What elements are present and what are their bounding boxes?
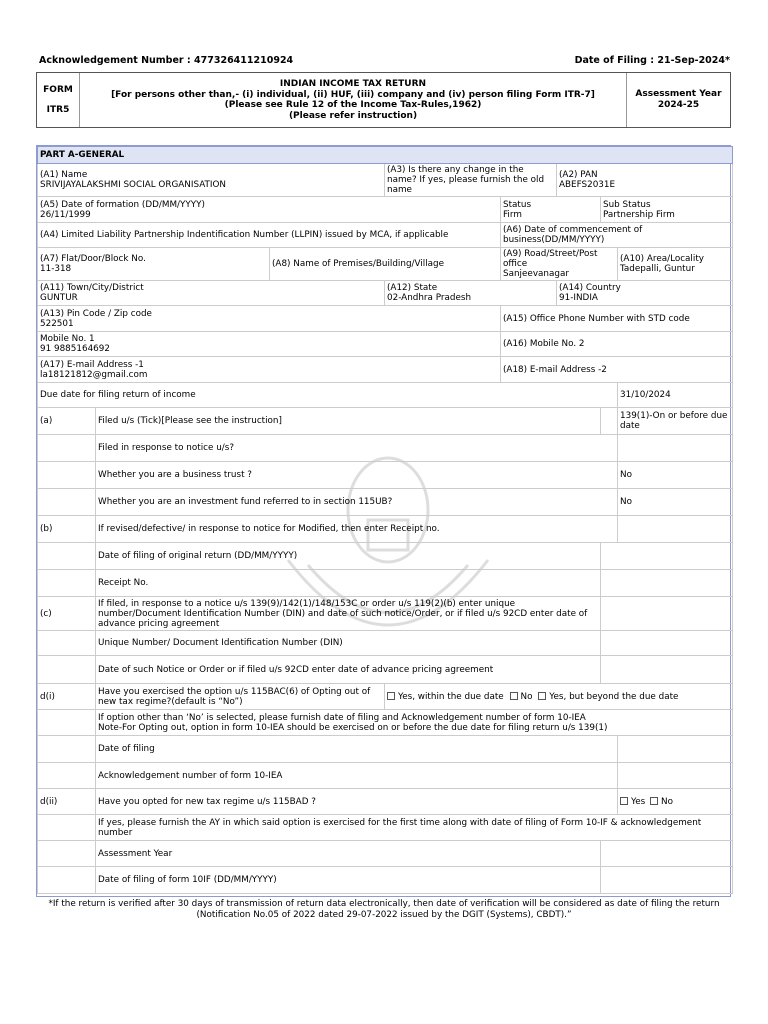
empty-cell — [601, 656, 733, 684]
mobile1-value: 91 9885164692 — [40, 344, 110, 354]
assessment-year-value: 2024-25 — [657, 100, 700, 110]
empty-cell — [38, 570, 96, 597]
address-row-1 — [38, 248, 733, 281]
investment-fund-label: Whether you are an investment fund referred to in section 115UB? — [96, 489, 618, 516]
empty-cell — [38, 656, 96, 684]
revised-row — [38, 516, 733, 543]
due-date-row — [38, 383, 733, 408]
a7-label: (A7) Flat/Door/Block No. — [40, 254, 146, 264]
business-trust-label: Whether you are a business trust ? — [96, 462, 618, 489]
a12-value: 02-Andhra Pradesh — [387, 293, 472, 303]
part-a-general-section — [36, 145, 731, 897]
due-date-label: Due date for filing return of income — [38, 383, 618, 408]
email-row — [38, 357, 733, 383]
empty-cell — [38, 710, 96, 736]
form-instruction-note: (Please refer instruction) — [288, 110, 418, 121]
a7-cell — [38, 248, 270, 281]
a8-cell: (A8) Name of Premises/Building/Village — [270, 248, 501, 281]
date-of-filing-label: Date of filing — [96, 736, 618, 763]
yes-beyond-due-date-checkbox[interactable] — [538, 692, 546, 700]
section-c-tag: (c) — [38, 597, 96, 631]
form-subtitle: [For persons other than,- (i) individual, (ii) HUF, (iii) company and (iv) person filing Form ITR-7] — [111, 89, 595, 100]
new-regime-label: Have you opted for new tax regime u/s 115BAD ? — [96, 789, 618, 815]
empty-cell — [38, 815, 96, 841]
new-regime-no-label: No — [661, 796, 673, 807]
filed-us-label: Filed u/s (Tick)[Please see the instruction] — [96, 408, 601, 435]
option-note-row — [38, 710, 733, 736]
investment-fund-row — [38, 489, 733, 516]
ay-note: If yes, please furnish the AY in which said option is exercised for the first time along with date of filing of Form 10-IF & acknowledgement number — [96, 815, 733, 841]
footer-note: *If the return is verified after 30 days of transmission of return data electronically, then date of verification will be considered as date of filing the return (Notification No.05 of 2022 dated 29-07-2022 issued by the DGIT (Systems), CBDT).” — [48, 899, 720, 920]
status-label: Status — [503, 199, 532, 210]
empty-cell — [601, 867, 733, 894]
receipt-row — [38, 570, 733, 597]
original-date-label: Date of filing of original return (DD/MM/YYYY) — [96, 543, 601, 570]
a14-label: (A14) Country — [559, 283, 621, 293]
due-date-value: 31/10/2024 — [618, 383, 733, 408]
yes-within-due-date-label: Yes, within the due date — [398, 691, 504, 702]
a12-label: (A12) State — [387, 283, 438, 293]
section-b-tag: (b) — [38, 516, 96, 543]
assessment-year-row — [38, 841, 733, 867]
empty-cell — [38, 543, 96, 570]
empty-cell — [38, 736, 96, 763]
a13-label: (A13) Pin Code / Zip code — [40, 308, 152, 319]
form-code: ITR5 — [46, 105, 70, 115]
section-dii-tag: d(ii) — [38, 789, 96, 815]
empty-cell — [601, 841, 733, 867]
a13-value: 522501 — [40, 318, 74, 329]
form-label: FORM — [43, 85, 73, 95]
pincode-row — [38, 306, 733, 332]
assessment-year-label: Assessment Year — [635, 89, 722, 99]
form-10if-label: Date of filing of form 10IF (DD/MM/YYYY) — [96, 867, 601, 894]
a11-cell — [38, 281, 385, 306]
date-of-filing-row — [38, 736, 733, 763]
yes-within-due-date-checkbox[interactable] — [387, 692, 395, 700]
notice-date-row — [38, 656, 733, 684]
form-title-cell — [80, 73, 627, 127]
new-regime-options — [618, 789, 733, 815]
a11-value: GUNTUR — [40, 293, 78, 303]
a10-cell — [618, 248, 733, 281]
empty-cell — [601, 597, 733, 631]
a13-cell — [38, 306, 501, 332]
option-note-line-2: Note-For Opting out, option in form 10-IEA should be exercised on or before the due date for filing return u/s 139(1) — [98, 722, 608, 733]
option-note-line-1: If option other than ‘No’ is selected, please furnish date of filing and Acknowledgement number of form 10-IEA — [98, 712, 586, 723]
empty-cell — [618, 516, 733, 543]
empty-cell — [38, 462, 96, 489]
notice-label: Filed in response to notice u/s? — [96, 435, 618, 462]
empty-cell — [38, 763, 96, 789]
new-regime-no-checkbox[interactable] — [650, 797, 658, 805]
empty-cell — [601, 543, 733, 570]
new-regime-yes-label: Yes — [631, 796, 646, 807]
new-regime-row — [38, 789, 733, 815]
a17-value: la18121812@gmail.com — [40, 369, 148, 380]
filed-us-value: 139(1)-On or before due date — [618, 408, 733, 435]
a10-label: (A10) Area/Locality — [620, 254, 704, 264]
empty-cell — [618, 736, 733, 763]
address-row-2 — [38, 281, 733, 306]
a9-cell — [501, 248, 618, 281]
din-row — [38, 631, 733, 656]
form-title: INDIAN INCOME TAX RETURN — [279, 79, 427, 89]
form-code-cell — [37, 73, 80, 127]
empty-cell — [601, 570, 733, 597]
opt-out-row — [38, 684, 733, 710]
a2-value: ABEFS2031E — [559, 180, 616, 190]
a15-cell: (A15) Office Phone Number with STD code — [501, 306, 733, 332]
no-label: No — [520, 691, 533, 702]
din-label: Unique Number/ Document Identification Number (DIN) — [96, 631, 601, 656]
new-regime-yes-checkbox[interactable] — [620, 797, 628, 805]
a16-cell: (A16) Mobile No. 2 — [501, 332, 733, 357]
empty-cell — [618, 763, 733, 789]
assessment-year-cell — [627, 73, 730, 127]
ack-10iea-row — [38, 763, 733, 789]
a7-value: 11-318 — [40, 264, 72, 274]
date-of-filing: Date of Filing : 21-Sep-2024* — [574, 55, 730, 66]
opt-out-label: Have you exercised the option u/s 115BAC(6) of Opting out of new tax regime?(default is “No”) — [96, 684, 385, 710]
receipt-label: Receipt No. — [96, 570, 601, 597]
a14-cell — [557, 281, 733, 306]
ay-note-row — [38, 815, 733, 841]
a6-commencement-cell: (A6) Date of commencement of business(DD/MM/YYYY) — [501, 223, 733, 248]
mobile1-label: Mobile No. 1 — [40, 334, 95, 344]
notice-date-label: Date of such Notice or Order or if filed u/s 92CD enter date of advance pricing agreement — [96, 656, 601, 684]
a2-label: (A2) PAN — [559, 170, 598, 180]
status-value: Firm — [503, 209, 522, 220]
part-a-table — [37, 146, 733, 894]
form-header — [36, 72, 731, 128]
a18-cell: (A18) E-mail Address -2 — [501, 357, 733, 383]
sub-status-value: Partnership Firm — [603, 209, 675, 220]
a12-cell — [385, 281, 557, 306]
sub-status-label: Sub Status — [603, 199, 651, 210]
ack-10iea-label: Acknowledgement number of form 10-IEA — [96, 763, 618, 789]
notice-139-row — [38, 597, 733, 631]
a4-llpin-cell: (A4) Limited Liability Partnership Indentification Number (LLPIN) issued by MCA, if applicable — [38, 223, 501, 248]
empty-cell — [38, 867, 96, 894]
section-a-tag: (a) — [38, 408, 96, 435]
mobile1-cell — [38, 332, 501, 357]
empty-cell — [618, 435, 733, 462]
a1-label: (A1) Name — [40, 170, 88, 180]
sub-status-cell — [601, 197, 733, 223]
a2-pan-cell — [557, 164, 733, 197]
a10-value: Tadepalli, Guntur — [620, 264, 695, 274]
part-a-title: PART A-GENERAL — [38, 147, 733, 164]
yes-beyond-due-date-label: Yes, but beyond the due date — [549, 691, 679, 702]
form-rule-note: (Please see Rule 12 of the Income Tax-Rules,1962) — [224, 100, 482, 110]
empty-cell — [601, 631, 733, 656]
a5-label: (A5) Date of formation (DD/MM/YYYY) — [40, 199, 205, 210]
filed-us-row — [38, 408, 733, 435]
acknowledgement-number: Acknowledgement Number : 477326411210924 — [39, 55, 294, 66]
formation-row — [38, 197, 733, 223]
a5-value: 26/11/1999 — [40, 209, 91, 220]
a9-label: (A9) Road/Street/Post office — [503, 249, 598, 269]
notice-139-label: If filed, in response to a notice u/s 139(9)/142(1)/148/153C or order u/s 119(2)(b) enter unique number/Document Identification Number (DIN) and date of such notice/Order, or if filed u/s 92CD enter date of advance pricing agreement — [96, 597, 601, 631]
part-a-title-row — [38, 147, 733, 164]
a3-cell: (A3) Is there any change in the name? If yes, please furnish the old name — [385, 164, 557, 197]
original-date-row — [38, 543, 733, 570]
option-note — [96, 710, 733, 736]
investment-fund-value: No — [618, 489, 733, 516]
opt-out-options — [385, 684, 733, 710]
revised-label: If revised/defective/ in response to notice for Modified, then enter Receipt no. — [96, 516, 618, 543]
business-trust-row — [38, 462, 733, 489]
business-trust-value: No — [618, 462, 733, 489]
a14-value: 91-INDIA — [559, 293, 598, 303]
a17-cell — [38, 357, 501, 383]
a9-value: Sanjeevanagar — [503, 269, 569, 279]
notice-row — [38, 435, 733, 462]
llpin-row — [38, 223, 733, 248]
a1-value: SRIVIJAYALAKSHMI SOCIAL ORGANISATION — [40, 180, 227, 190]
name-row — [38, 164, 733, 197]
a17-label: (A17) E-mail Address -1 — [40, 359, 144, 370]
status-cell — [501, 197, 601, 223]
a5-cell — [38, 197, 501, 223]
a11-label: (A11) Town/City/District — [40, 283, 144, 293]
no-checkbox[interactable] — [510, 692, 518, 700]
empty-cell — [601, 408, 618, 435]
empty-cell — [38, 489, 96, 516]
a1-name-cell — [38, 164, 385, 197]
section-di-tag: d(i) — [38, 684, 96, 710]
assessment-year-field-label: Assessment Year — [96, 841, 601, 867]
mobile-row — [38, 332, 733, 357]
empty-cell — [38, 841, 96, 867]
form-10if-row — [38, 867, 733, 894]
acknowledgement-line — [39, 55, 730, 66]
empty-cell — [38, 435, 96, 462]
empty-cell — [38, 631, 96, 656]
